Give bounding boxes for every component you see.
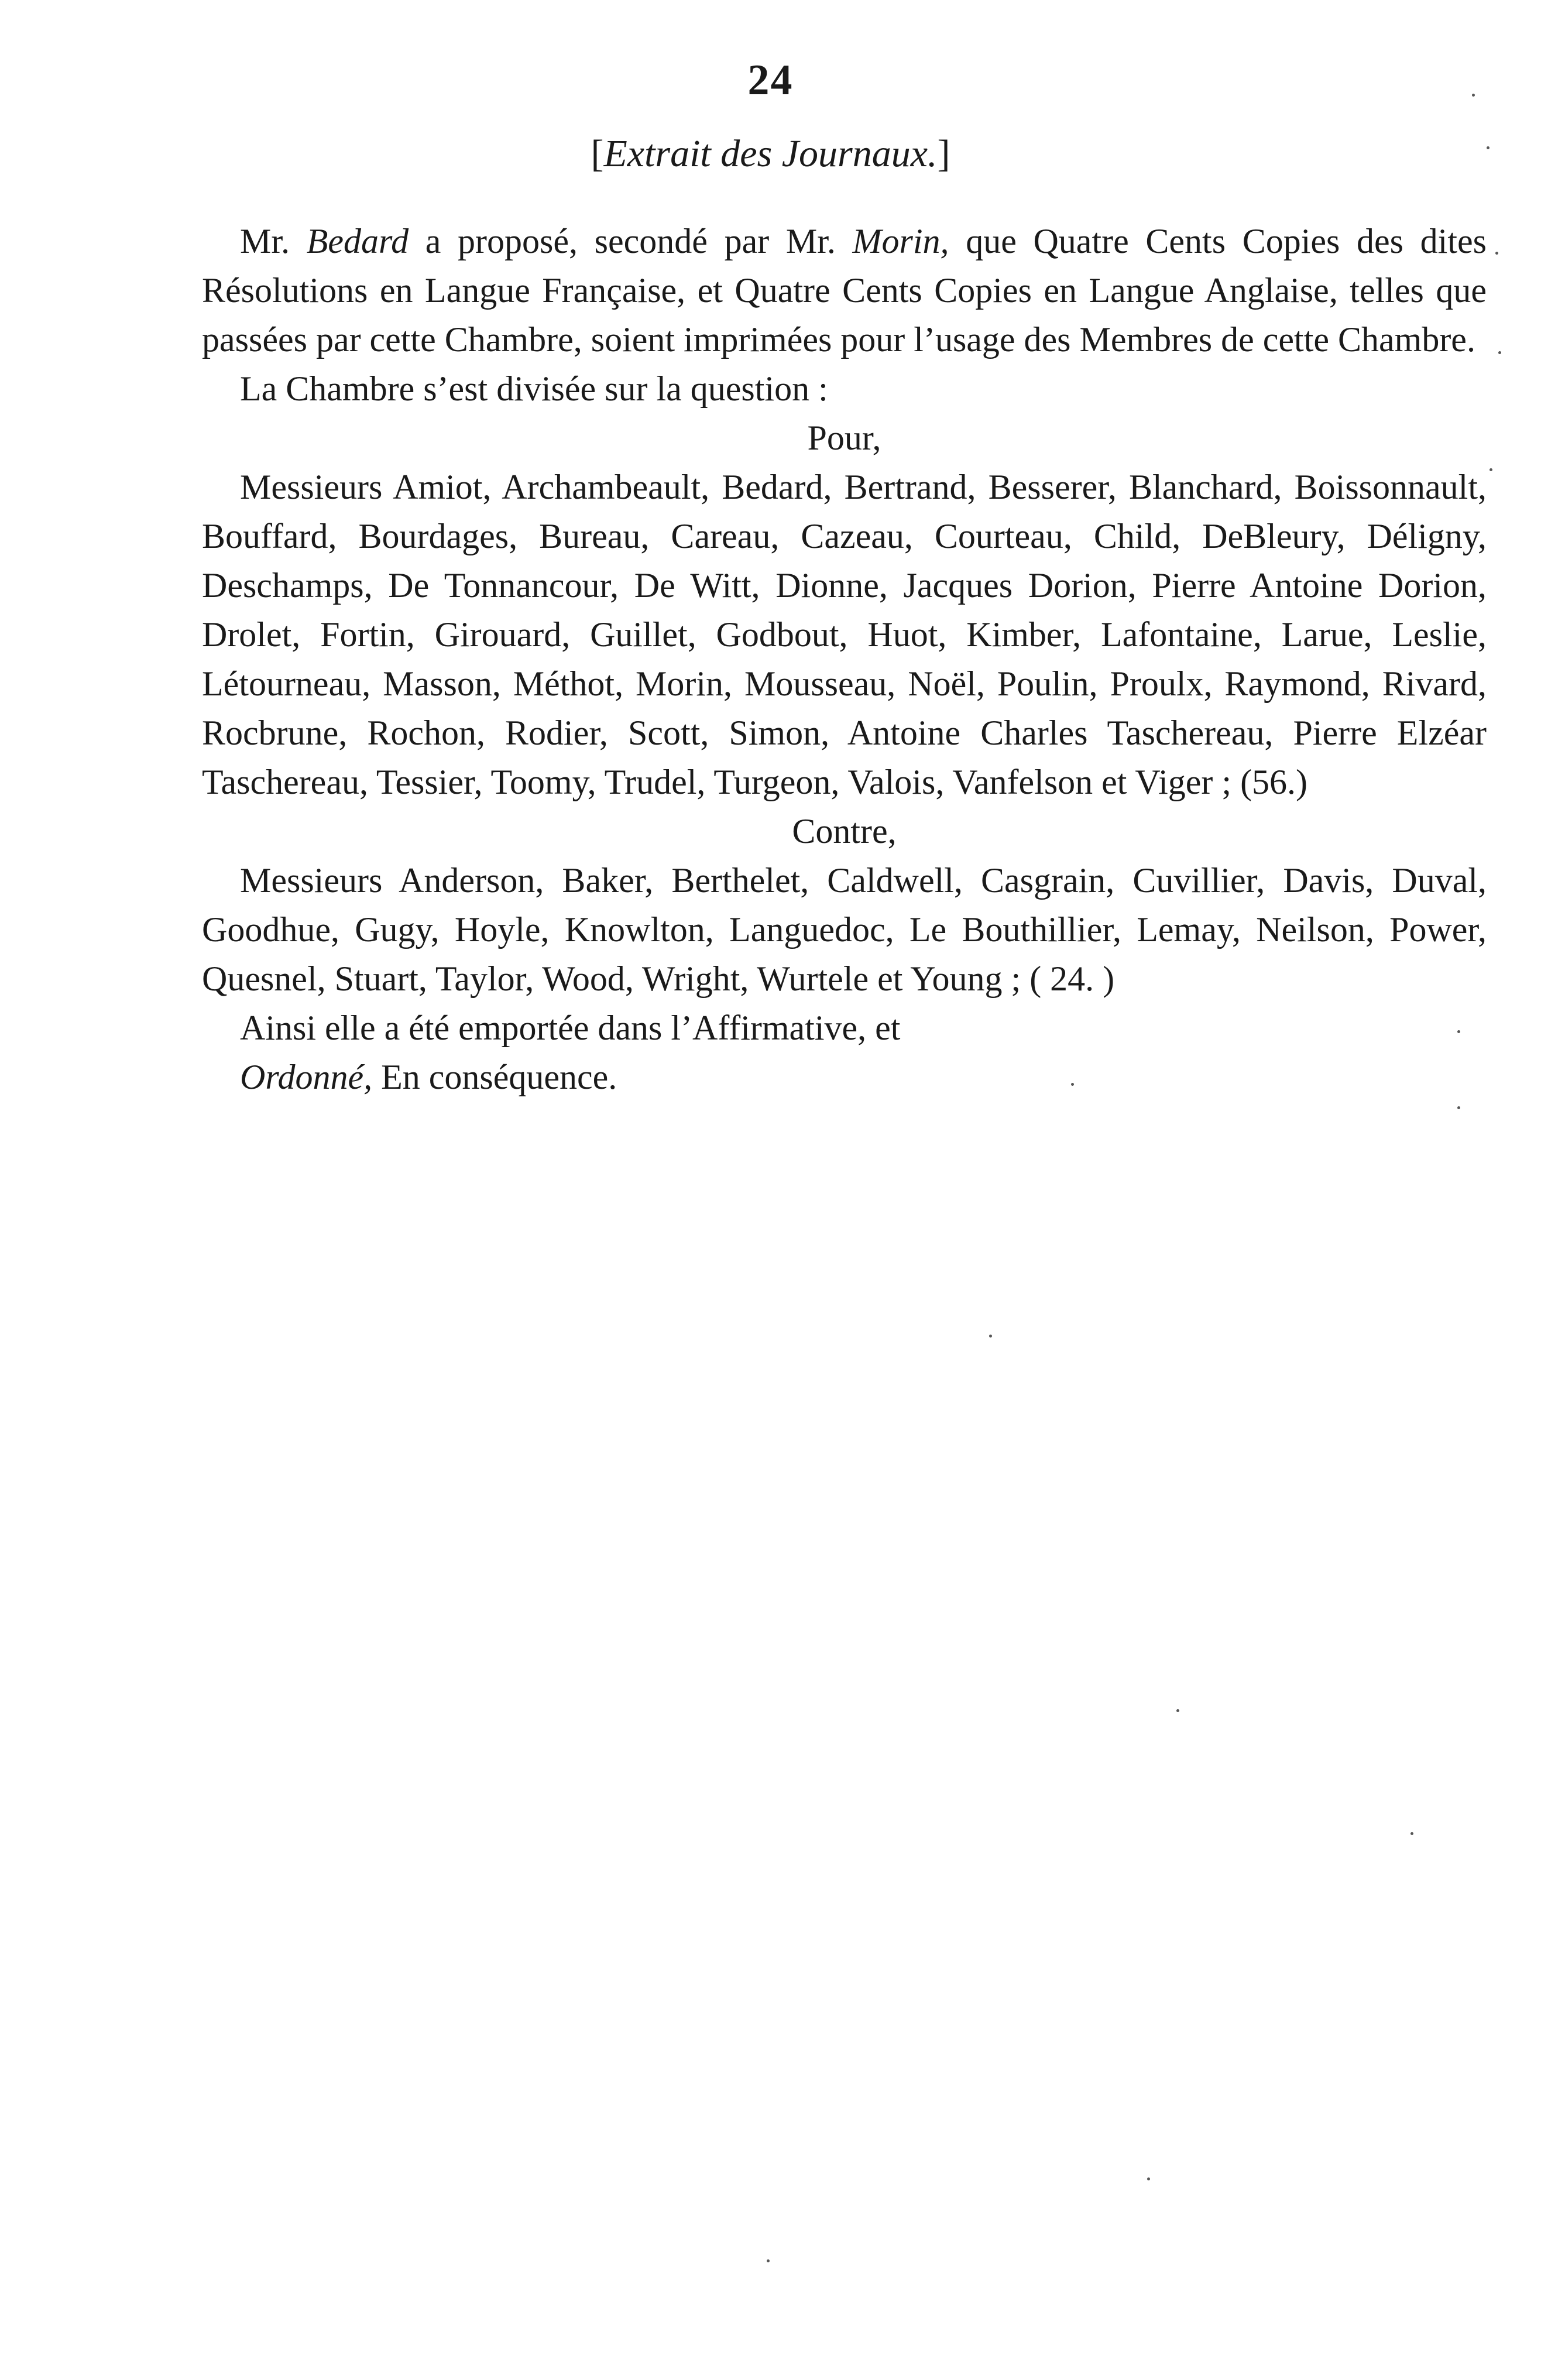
scan-speck [989,1335,992,1338]
heading-bracket-close: ] [937,132,950,175]
motion-text-b: a proposé, secondé par Mr. [409,222,853,260]
page-number: 24 [747,56,794,104]
scan-speck [1071,1083,1074,1086]
scan-speck [1457,1030,1460,1033]
order-line [202,1052,1487,1102]
pour-list: Messieurs Amiot, Archambeault, Bedard, Bertrand, Besserer, Blanchard, Boissonnault, Bouffard, Bourdages, Bureau, Careau, Cazeau, Courteau, Child, DeBleury, Déligny, Deschamps, De Tonnancour, De Witt, Dionne, Jacques Dorion, Pierre Antoine Dorion, Drolet, Fortin, Girouard, Guillet, Godbout, Huot, Kimber, Lafontaine, Larue, Leslie, Létourneau, Masson, Méthot, Morin, Mousseau, Noël, Poulin, Proulx, Raymond, Rivard, Rocbrune, Rochon, Rodier, Scott, Simon, Antoine Charles Taschereau, Pierre Elzéar Taschereau, Tessier, Toomy, Trudel, Turgeon, Valois, Vanfelson et Viger ; (56.) [202,468,1487,801]
motion-text-c: que Quatre Cents Copies des dites Résolutions en Langue Française, et Quatre Cents Copies en Langue Anglaise, telles que passées par cette Chambre, soient imprimées pour l’usage des Membres de cette Chambre. [202,222,1487,359]
scan-speck [1472,94,1475,97]
mover-name: Bedard [306,222,409,260]
seconder-name: Morin, [852,222,949,260]
scan-speck [1487,146,1489,149]
scan-speck [1176,1709,1179,1712]
order-italic: Ordonné, [240,1058,373,1096]
section-heading [0,132,1541,176]
heading-title: Extrait des Journaux. [603,132,938,175]
document-body [202,217,1487,1102]
contre-list: Messieurs Anderson, Baker, Berthelet, Caldwell, Casgrain, Cuvillier, Davis, Duval, Goodhue, Gugy, Hoyle, Knowlton, Languedoc, Le Bouthillier, Lemay, Neilson, Power, Quesnel, Stuart, Taylor, Wood, Wright, Wurtele et Young ; ( 24. ) [202,861,1487,998]
scan-speck [1147,2177,1150,2180]
heading-bracket-open: [ [591,132,604,175]
order-rest: En conséquence. [372,1058,617,1096]
scan-speck [1489,468,1492,471]
division-intro: La Chambre s’est divisée sur la question : [240,369,828,408]
scan-speck [1498,351,1501,354]
result-line: Ainsi elle a été emportée dans l’Affirmative, et [240,1009,901,1047]
pour-label: Pour, [807,419,881,457]
motion-text-a: Mr. [240,222,307,260]
scan-speck [767,2259,770,2262]
motion-paragraph [202,217,1487,364]
scan-speck [1457,1106,1460,1109]
scan-speck [1410,1832,1413,1835]
contre-label: Contre, [792,812,897,851]
scan-speck [1495,252,1498,255]
